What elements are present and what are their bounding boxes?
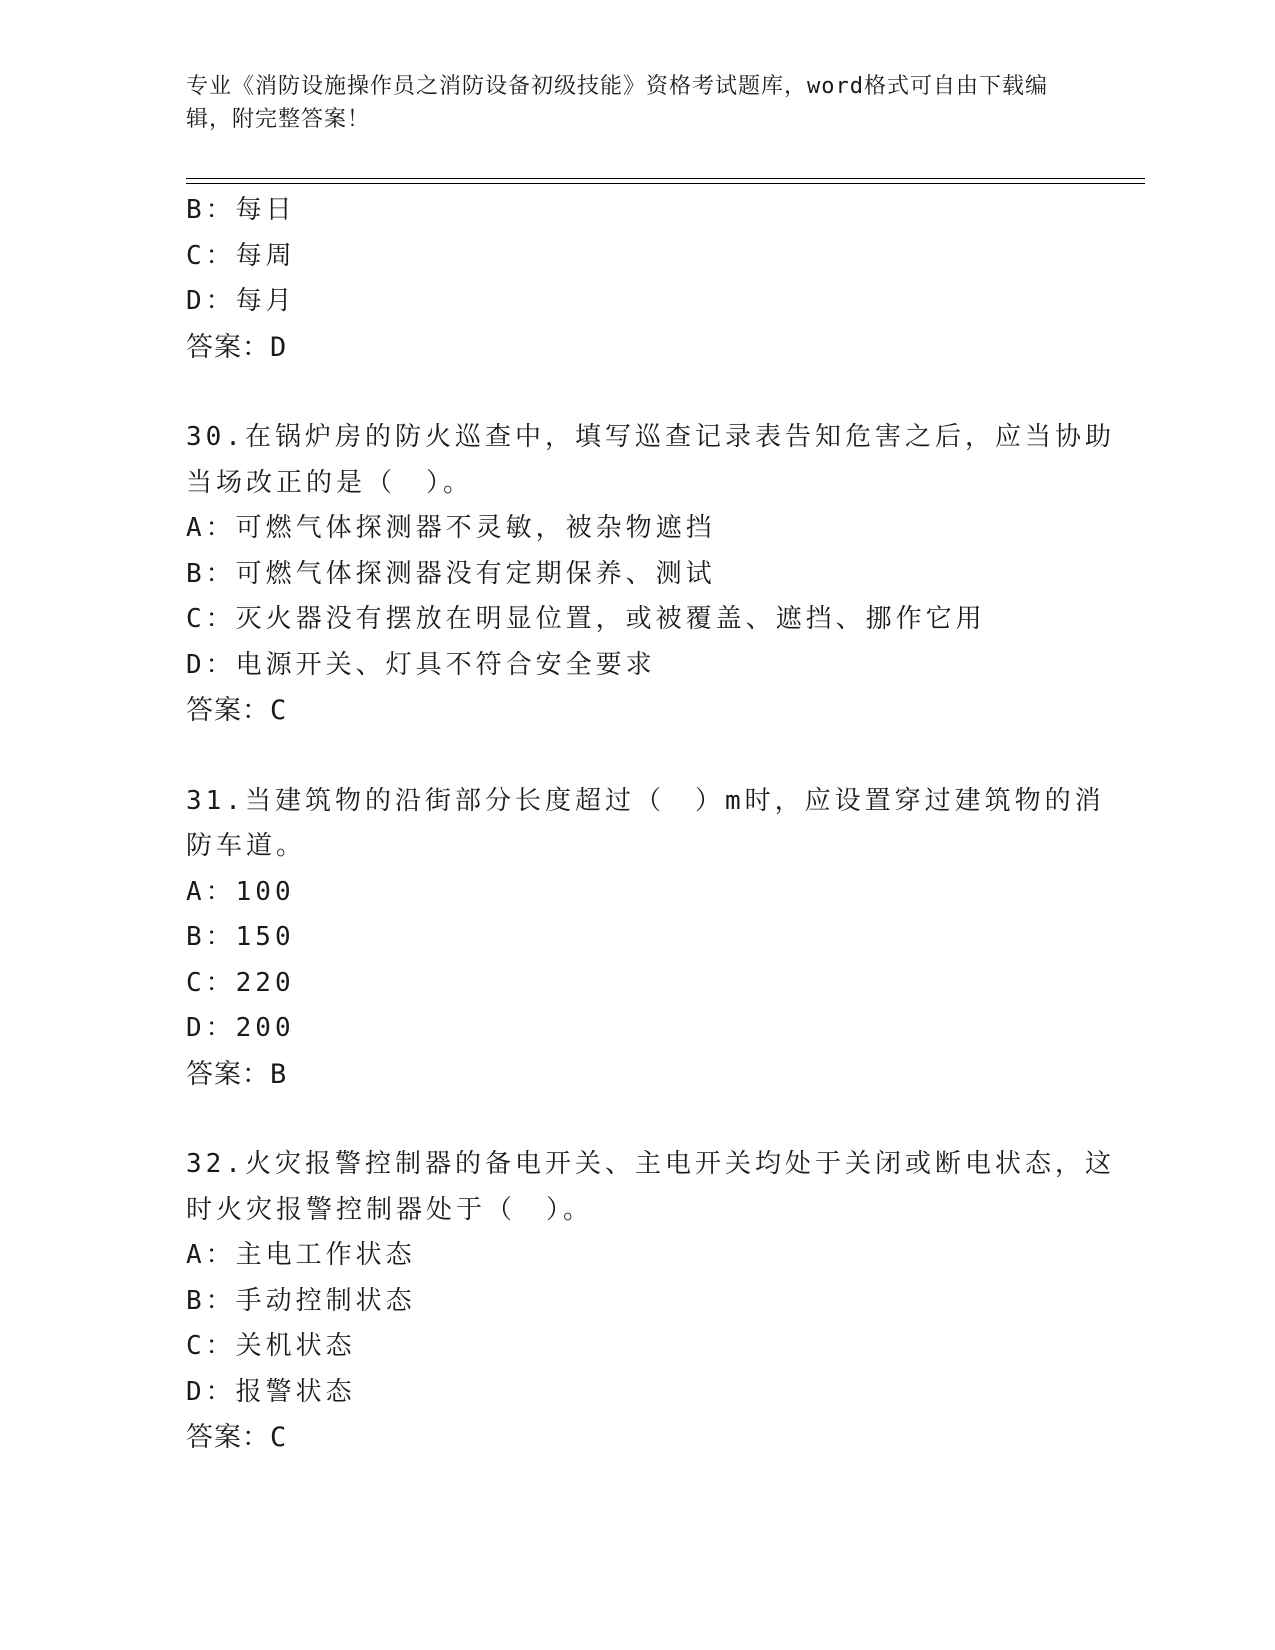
answer: 答案：C xyxy=(186,695,288,726)
question-stem: 30.在锅炉房的防火巡查中，填写巡查记录表告知危害之后，应当协助 xyxy=(186,422,1115,452)
header-rule-bottom xyxy=(186,183,1145,184)
option-c: C：每周 xyxy=(186,240,296,271)
question-stem-cont: 防车道。 xyxy=(186,831,307,861)
answer: 答案：B xyxy=(186,1058,288,1090)
option-d: D：报警状态 xyxy=(186,1376,356,1407)
question-stem-cont: 当场改正的是（ ）。 xyxy=(186,467,474,498)
option-b: B：可燃气体探测器没有定期保养、测试 xyxy=(186,558,716,589)
option-a: A：主电工作状态 xyxy=(186,1240,416,1270)
option-b: B：150 xyxy=(186,922,295,952)
question-list xyxy=(186,188,1115,1461)
option-a: A：100 xyxy=(186,876,295,907)
option-c: C：灭火器没有摆放在明显位置，或被覆盖、遮挡、挪作它用 xyxy=(186,604,986,634)
option-c: C：220 xyxy=(186,967,295,998)
question-stem: 31.当建筑物的沿街部分长度超过（ ）m时，应设置穿过建筑物的消 xyxy=(186,785,1105,816)
question-stem-cont: 时火灾报警控制器处于（ ）。 xyxy=(186,1194,594,1225)
option-c: C：关机状态 xyxy=(186,1331,356,1361)
option-d: D：200 xyxy=(186,1013,295,1043)
option-d: D：电源开关、灯具不符合安全要求 xyxy=(186,649,656,680)
question-31 xyxy=(186,779,1105,1098)
answer: 答案：C xyxy=(186,1422,288,1453)
option-d: D：每月 xyxy=(186,286,296,316)
partial-question xyxy=(186,188,1086,370)
option-b: B：手动控制状态 xyxy=(186,1285,416,1316)
header-rule-top xyxy=(186,178,1145,179)
document-header xyxy=(186,70,1066,136)
option-a: A：可燃气体探测器不灵敏，被杂物遮挡 xyxy=(186,513,716,543)
option-b: B：每日 xyxy=(186,195,296,225)
answer: 答案：D xyxy=(186,331,288,363)
question-32 xyxy=(186,1142,1115,1461)
header-text: 专业《消防设施操作员之消防设备初级技能》资格考试题库，word格式可自由下载编辑，附完整答案！ xyxy=(186,74,1048,132)
question-stem: 32.火灾报警控制器的备电开关、主电开关均处于关闭或断电状态，这 xyxy=(186,1149,1115,1179)
question-30 xyxy=(186,415,1115,734)
